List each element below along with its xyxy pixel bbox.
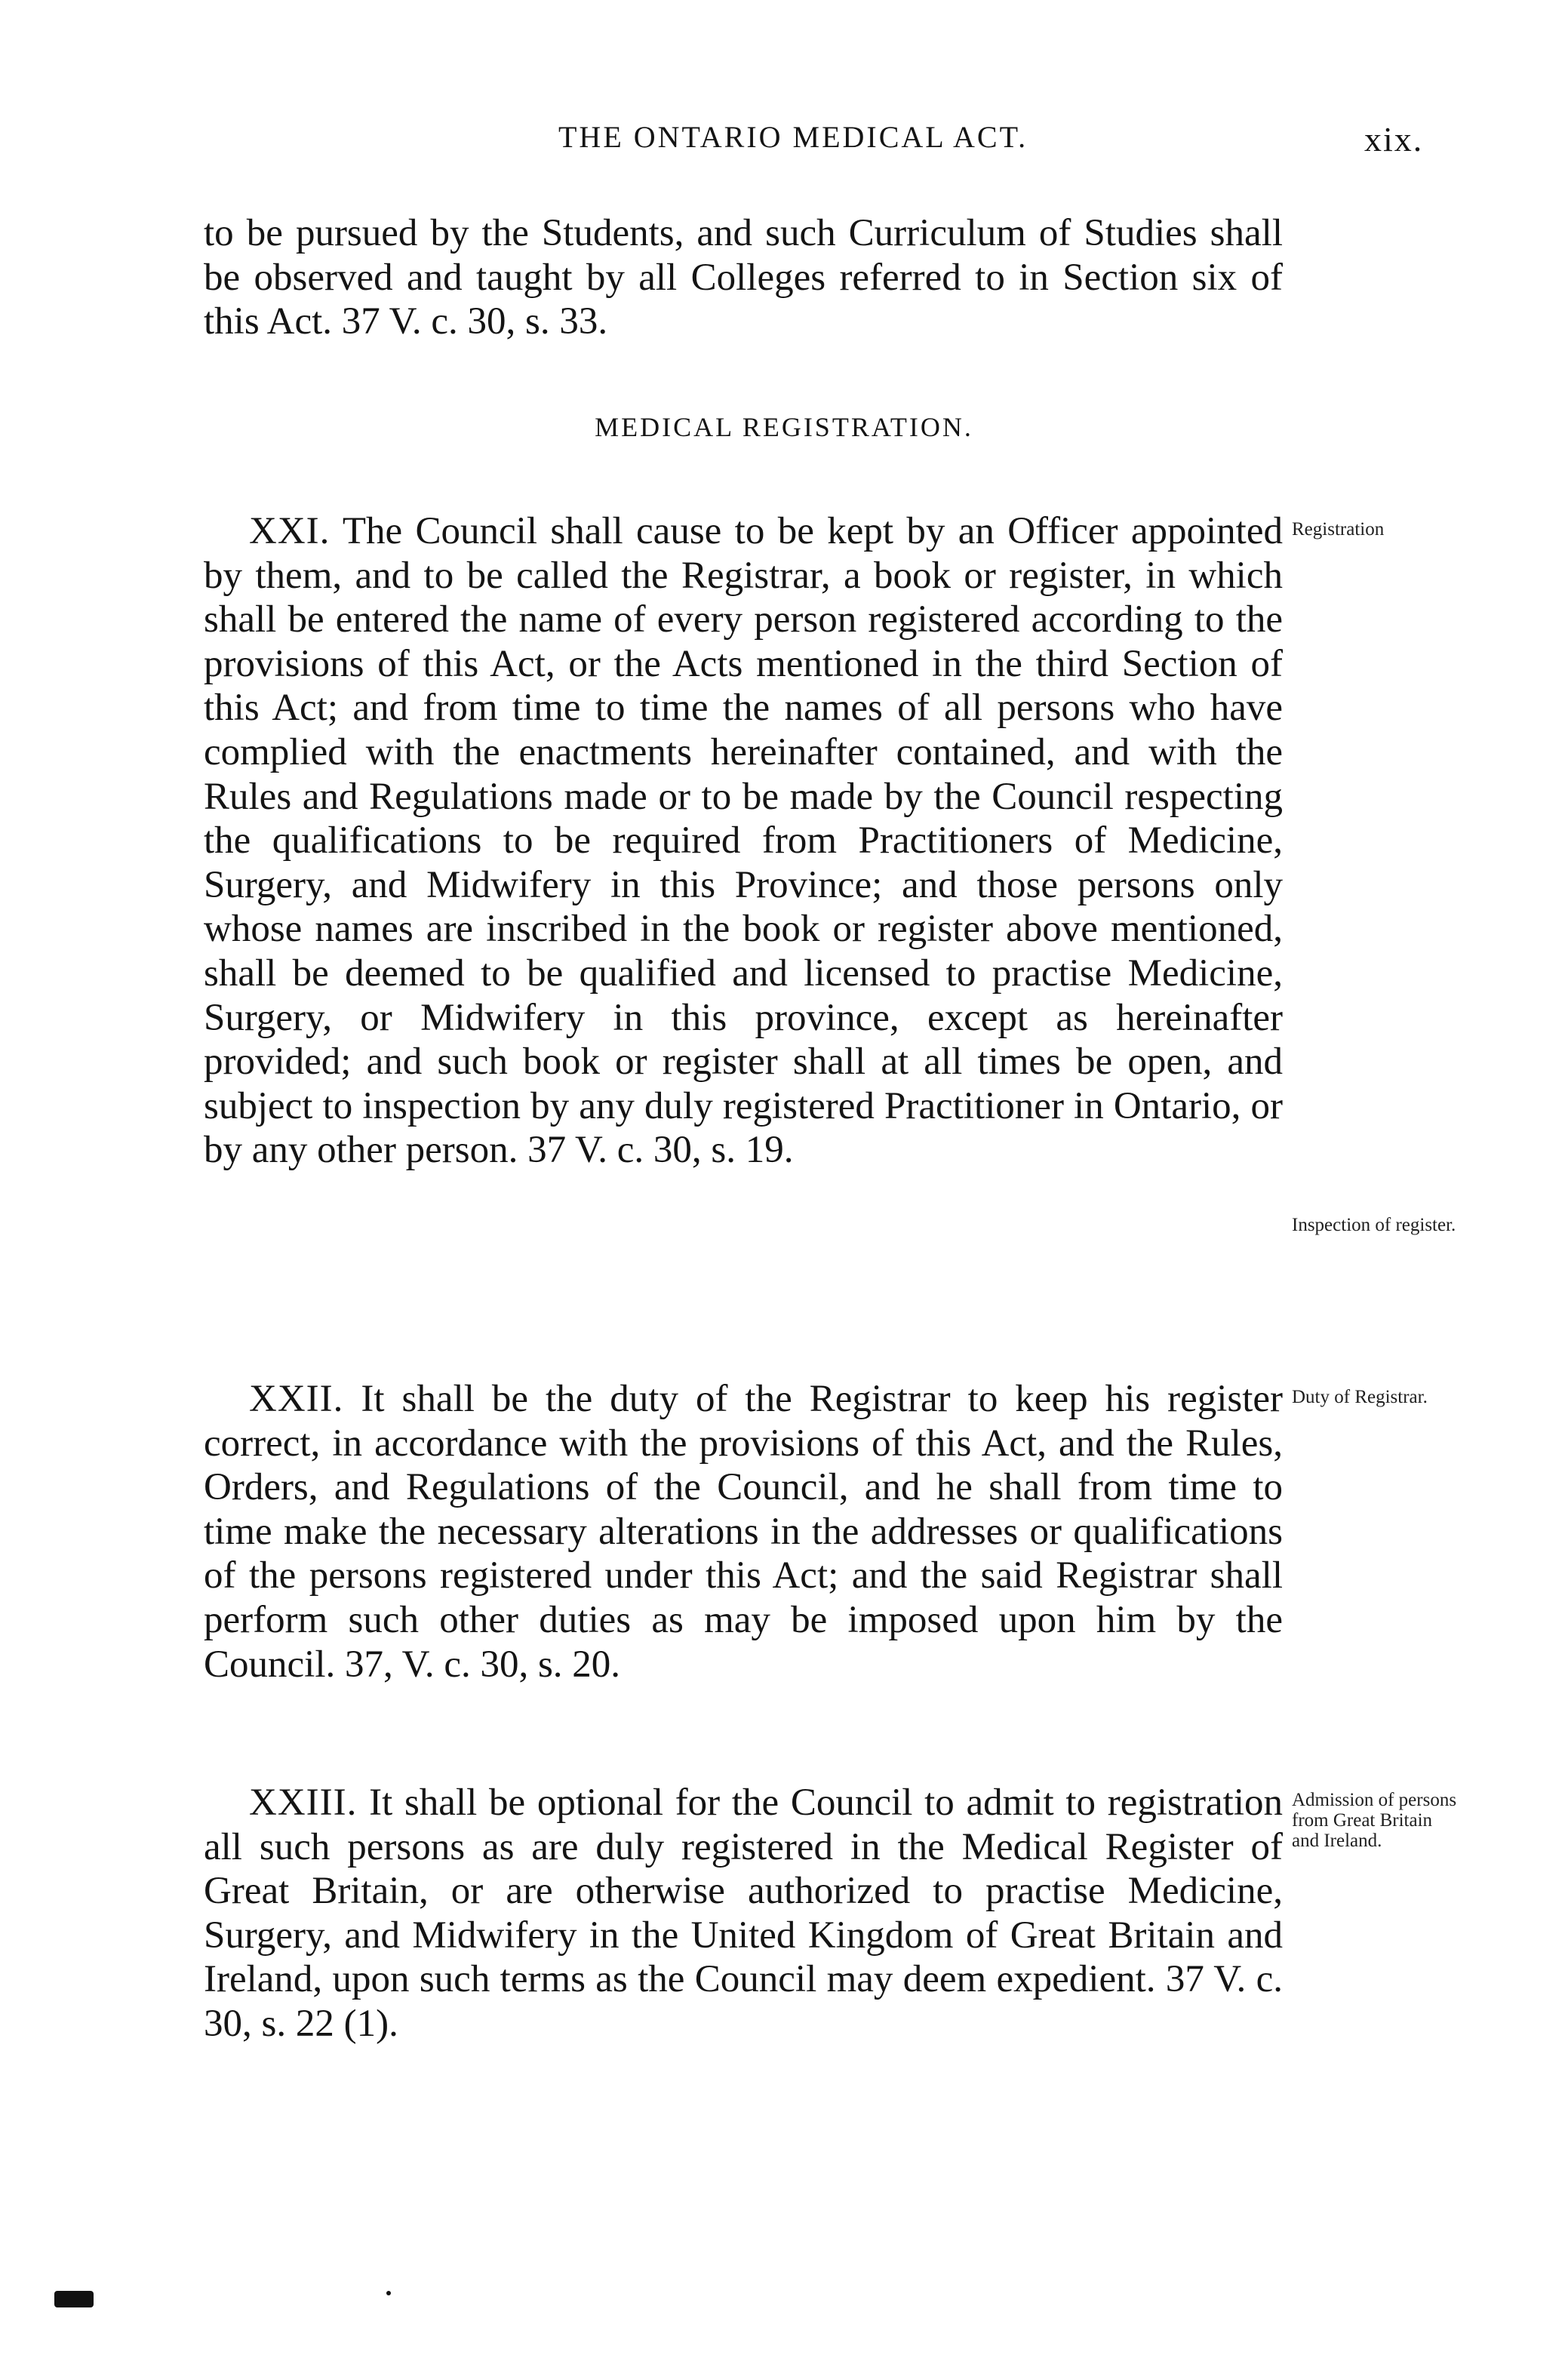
section-heading: MEDICAL REGISTRATION. <box>595 412 973 442</box>
section-text: It shall be the duty of the Registrar to keep his register correct, in accordance with the provisions of this Act, and the Rules, Orders, and Regulations of the Council, and he shall from time to time make the necessary alterations in the addresses or qualifications of the persons registered under this Act; and the said Registrar shall perform such other duties as may be imposed upon him by the Council. 37, V. c. 30, s. 20. <box>204 1378 1284 1686</box>
continuation-paragraph: to be pursued by the Students, and such Curriculum of Studies shall be observed and taught by all Colleges referred to in Section six of this Act. 37 V. c. 30, s. 33. <box>204 212 1283 343</box>
margin-note-registration: Registration <box>1292 519 1385 540</box>
section-xxii <box>204 1377 1283 1686</box>
running-title: THE ONTARIO MEDICAL ACT. <box>558 120 1028 154</box>
print-speck <box>386 2291 391 2295</box>
page-header <box>0 119 1568 164</box>
margin-note-admission: Admission of persons from Great Britain and Ireland. <box>1292 1790 1457 1851</box>
page-number: xix. <box>1364 120 1424 158</box>
section-xxi <box>204 509 1283 1173</box>
section-numeral: XXII. <box>249 1378 344 1420</box>
margin-note-inspection: Inspection of register. <box>1292 1215 1456 1235</box>
section-text: It shall be optional for the Council to admit to registration all such persons as are duly registered in the Medical Register of Great Britain, or are otherwise authorized to practise Medicine, Surgery, and Midwifery in the United Kingdom of Great Britain and Ireland, upon such terms as the Council may deem expedient. 37 V. c. 30, s. 22 (1). <box>204 1782 1283 2045</box>
section-text: The Council shall cause to be kept by an Officer appointed by them, and to be called the Registrar, a book or register, in which shall be entered the name of every person registered according to the provisions of this Act, or the Acts mentioned in the third Section of this Act; and from time to time the names of all persons who have complied with the enactments hereinafter contained, and with the Rules and Regulations made or to be made by the Council respecting the qualifications to be required from Practitioners of Medicine, Surgery, and Midwifery in this Province; and those persons only whose names are inscribed in the book or register above mentioned, shall be deemed to be qualified and licensed to practise Medicine, Surgery, or Midwifery in this province, except as hereinafter provided; and such book or register shall at all times be open, and subject to inspection by any duly registered Practitioner in Ontario, or by any other person. 37 V. c. 30, s. 19. <box>204 510 1283 1172</box>
print-speck <box>54 2291 94 2307</box>
section-numeral: XXI. <box>249 510 331 552</box>
section-xxiii <box>204 1781 1283 2046</box>
section-numeral: XXIII. <box>249 1782 358 1824</box>
margin-note-duty: Duty of Registrar. <box>1292 1387 1428 1407</box>
